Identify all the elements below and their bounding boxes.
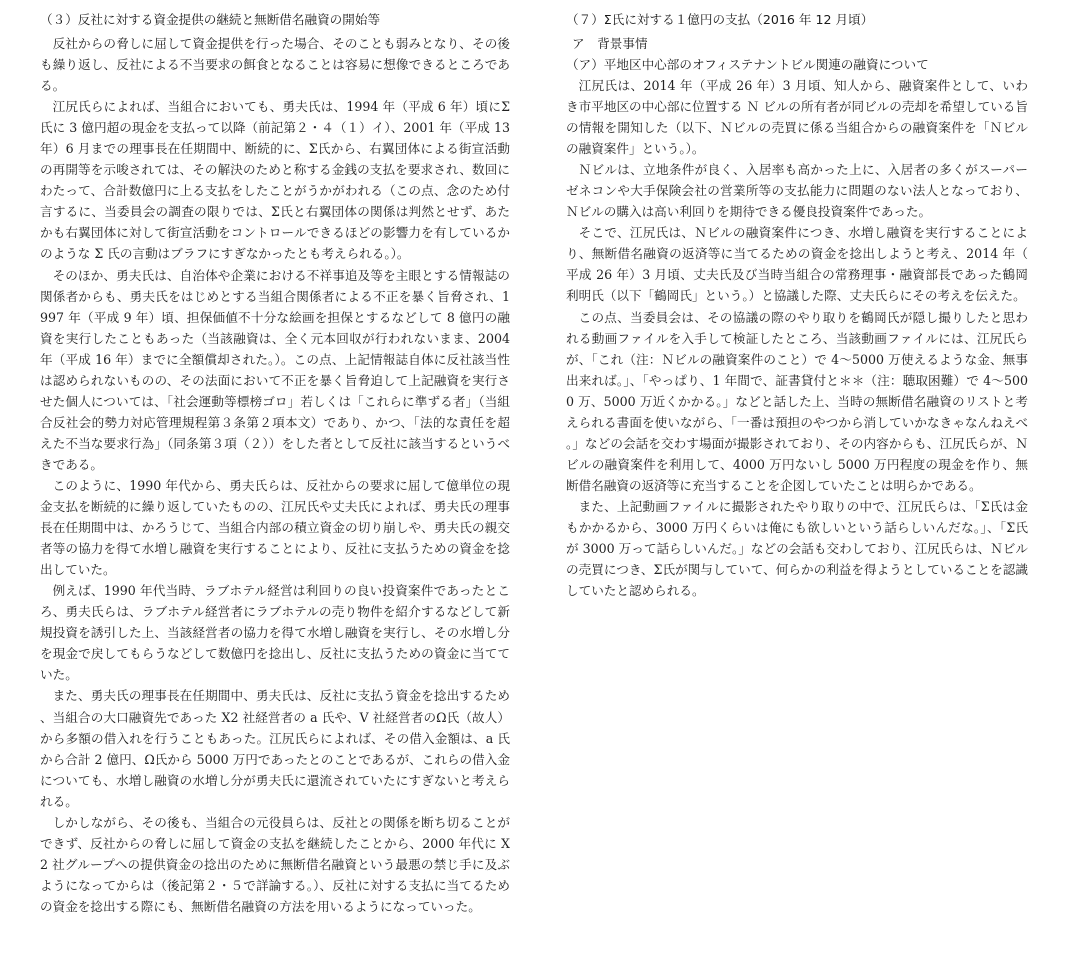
right-paragraph-2: Ｎビルは、立地条件が良く、入居率も高かった上に、入居者の多くがスーパーゼネコンや大手保険会社の営業所等の支払能力に問題のない法人となっており、Ｎビルの購入は高い利回りを期待できる優良投資案件であった。 bbox=[566, 162, 1028, 220]
subheading-background: ア 背景事情 bbox=[572, 36, 648, 51]
right-paragraph-3: そこで、江尻氏は、Ｎビルの融資案件につき、水増し融資を実行することにより、無断借名融資の返済等に当てるための資金を捻出しようと考え、2014 年（平成 26 年）3 月頃、丈夫氏及び当時当組合の常務理事・融資部長であった鶴岡利明氏（以下「鶴岡氏」という。）と協議した際、丈夫氏らにその考えを伝えた。 bbox=[566, 225, 1028, 304]
section-heading-3: （３）反社に対する資金提供の継続と無断借名融資の開始等 bbox=[40, 12, 381, 27]
left-paragraph-7: しかしながら、その後も、当組合の元役員らは、反社との関係を断ち切ることができず、反社からの脅しに屈して資金の支払を継続したことから、2000 年代に X2 社グループへの提供資金の捻出のために無断借名融資という最悪の禁じ手に及ぶようになってからは（後記第２・５で詳論する。）、反社に対する支払に当てるための資金を捻出する際にも、無断借名融資の方法を用いるようになっていった。 bbox=[40, 814, 510, 914]
left-paragraph-4: このように、1990 年代から、勇夫氏らは、反社からの要求に屈して億単位の現金支払を断続的に繰り返していたものの、江尻氏や丈夫氏によれば、勇夫氏の理事長在任期間中は、かろうじて、当組合内部の積立資金の切り崩しや、勇夫氏の親交者等の協力を得て水増し融資を実行することにより、反社に支払うための資金を捻出していた。 bbox=[40, 477, 510, 578]
left-paragraph-3: そのほか、勇夫氏は、自治体や企業における不祥事追及等を主眼とする情報誌の関係者からも、勇夫氏をはじめとする当組合関係者による不正を暴く旨脅され、1997 年（平成 9 年）頃、担保価値不十分な絵画を担保とするなどして 8 億円の融資を実行したこともあった（当該融資は、全く元本回収が行われないまま、2004 年（平成 16 年）までに全額償却された。）。この点、上記情報誌自体に反社該当性は認められないものの、その法面において不正を暴く旨脅迫して上記融資を実行させた個人については、「社会運動等標榜ゴロ」若しくは「これらに準ずる者」（当組合反社会的勢力対応管理規程第３条第２項本文）であり、かつ、「法的な責任を超えた不当な要求行為」（同条第３項（２））をした者として反社に該当するというべきである。 bbox=[40, 267, 510, 472]
left-paragraph-6: また、勇夫氏の理事長在任期間中、勇夫氏は、反社に支払う資金を捻出するため、当組合の大口融資先であった X2 社経営者の a 氏や、V 社経営者のΩ氏（故人）から多額の借入れを行うこともあった。江尻氏らによれば、その借入金額は、a 氏から合計 2 億円、Ω氏から 5000 万円であったとのことであるが、これらの借入金についても、水増し融資の水増し分が勇夫氏に還流されていたにすぎないと考えられる。 bbox=[40, 688, 510, 809]
right-paragraph-4: この点、当委員会は、その協議の際のやり取りを鶴岡氏が隠し撮りしたと思われる動画ファイルを入手して検証したところ、当該動画ファイルには、江尻氏らが、「これ（注：Ｎビルの融資案件のこと）で 4～5000 万使えるような金、無事出来れば。」、「やっぱり、1 年間で、証書貸付と＊＊（注：聴取困難）で 4～5000 万、5000 万近くかかる。」などと話した上、当時の無断借名融資のリストと考えられる書面を使いながら、「一番は預担のやつから消していかなきゃなんねえべ。」などの会話を交わす場面が撮影されており、その内容からも、江尻氏らが、Ｎビルの融資案件を利用して、4000 万円ないし 5000 万円程度の現金を作り、無断借名融資の返済等に充当することを企図していたことは明らかである。 bbox=[566, 309, 1028, 493]
section-heading-7: （７）Σ氏に対する１億円の支払（2016 年 12 月頃） bbox=[566, 12, 874, 27]
left-paragraph-1: 反社からの脅しに屈して資金提供を行った場合、そのことも弱みとなり、その後も繰り返し、反社による不当要求の餌食となることは容易に想像できるところである。 bbox=[40, 36, 510, 94]
left-column bbox=[40, 10, 510, 917]
right-paragraph-5: また、上記動画ファイルに撮影されたやり取りの中で、江尻氏らは、「Σ氏は金もかかるから、3000 万円くらいは俺にも欲しいという話らしいんだな。」、「Σ氏が 3000 万って話らしいんだ。」などの会話も交わしており、江尻氏らは、Ｎビルの売買につき、Σ氏が関与していて、何らかの利益を得ようとしていることを認識していたと認められる。 bbox=[566, 498, 1028, 599]
left-paragraph-2: 江尻氏らによれば、当組合においても、勇夫氏は、1994 年（平成 6 年）頃にΣ氏に 3 億円超の現金を支払って以降（前記第２・４（１）イ）、2001 年（平成 13 年）6 月までの理事長在任期間中、断続的に、Σ氏から、右翼団体による街宣活動の再開等を示唆されては、その解決のためと称する金銭の支払を要求され、数回にわたって、合計数億円に上る支払をしたことがうかがわれる（この点、念のため付言するに、当委員会の調査の限りでは、Σ氏と右翼団体の関係は判然とせず、あたかも右翼団体に対して街宣活動をコントロールできるほどの影響力を有しているかのような Σ 氏の言動はブラフにすぎなかったとも考えられる。）。 bbox=[40, 99, 510, 262]
subheading-office-building-loan: （ア）平地区中心部のオフィステナントビル関連の融資について bbox=[566, 57, 929, 72]
right-column bbox=[566, 10, 1028, 601]
right-paragraph-1: 江尻氏は、2014 年（平成 26 年）3 月頃、知人から、融資案件として、いわき市平地区の中心部に位置する Ｎ ビルの所有者が同ビルの売却を希望している旨の情報を開知した（以下、Ｎビルの売買に係る当組合からの融資案件を「Ｎビルの融資案件」という。）。 bbox=[566, 78, 1029, 157]
left-paragraph-5: 例えば、1990 年代当時、ラブホテル経営は利回りの良い投資案件であったところ、勇夫氏らは、ラブホテル経営者にラブホテルの売り物件を紹介するなどして新規投資を誘引した上、当該経営者の協力を得て水増し融資を実行し、その水増し分を現金で戻してもらうなどして数億円を捻出し、反社に支払うための資金に当てていた。 bbox=[40, 583, 510, 683]
